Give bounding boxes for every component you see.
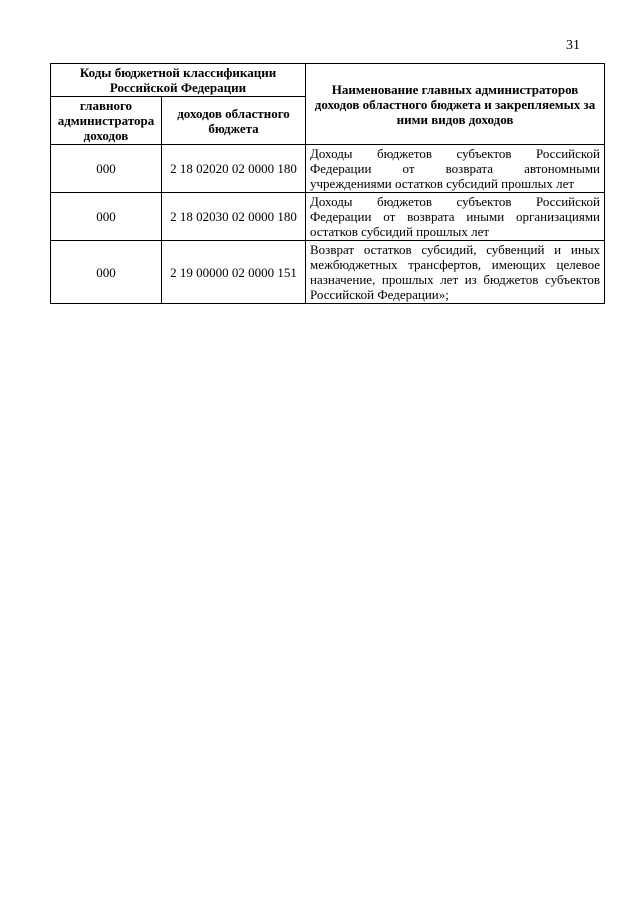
- income-name-cell: Доходы бюджетов субъектов Российской Федерации от возврата автономными учреждениями остатков субсидий прошлых лет: [306, 145, 605, 193]
- income-code-cell: 2 19 00000 02 0000 151: [162, 241, 306, 304]
- income-code-cell: 2 18 02030 02 0000 180: [162, 193, 306, 241]
- admin-code-cell: 000: [51, 241, 162, 304]
- income-code-cell: 2 18 02020 02 0000 180: [162, 145, 306, 193]
- header-administrator-name: Наименование главных администраторов доходов областного бюджета и закрепляемых за ними видов доходов: [306, 64, 605, 145]
- table-row: [51, 241, 605, 304]
- page-number: 31: [566, 38, 580, 53]
- table-row: [51, 145, 605, 193]
- budget-classification-table: [50, 63, 605, 304]
- header-admin-code: главного администратора доходов: [51, 97, 162, 145]
- income-name-cell: Возврат остатков субсидий, субвенций и иных межбюджетных трансфертов, имеющих целевое назначение, прошлых лет из бюджетов субъектов Российской Федерации»;: [306, 241, 605, 304]
- table-row: [51, 193, 605, 241]
- header-budget-codes: Коды бюджетной классификации Российской Федерации: [51, 64, 306, 97]
- header-income-code: доходов областного бюджета: [162, 97, 306, 145]
- income-name-cell: Доходы бюджетов субъектов Российской Федерации от возврата иными организациями остатков субсидий прошлых лет: [306, 193, 605, 241]
- admin-code-cell: 000: [51, 145, 162, 193]
- table-header-row: [51, 64, 605, 97]
- admin-code-cell: 000: [51, 193, 162, 241]
